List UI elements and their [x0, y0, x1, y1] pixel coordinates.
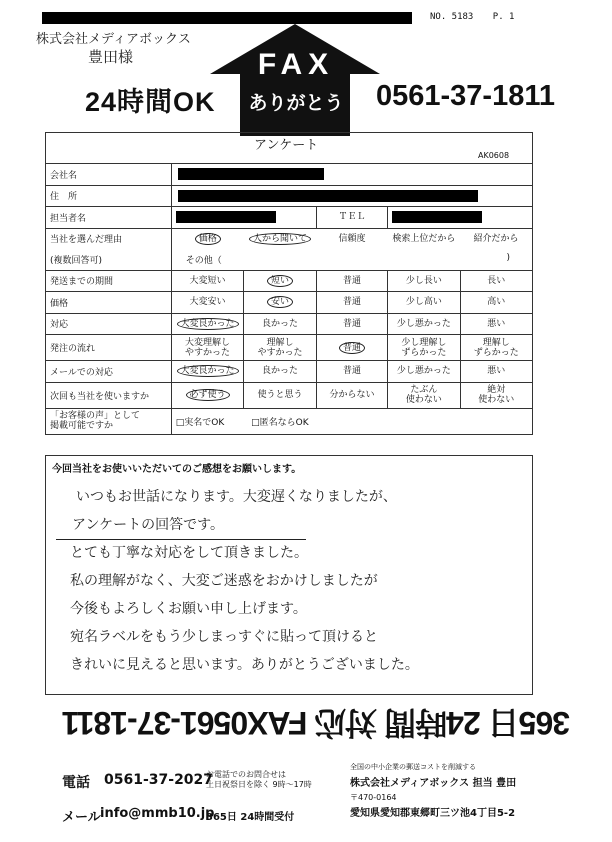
contact-value: [171, 207, 316, 229]
mail-option: 良かった: [244, 361, 316, 383]
reason-other-close: ): [506, 252, 510, 263]
comment-box: [45, 455, 533, 695]
table-row: [46, 185, 533, 207]
table-row: [46, 292, 533, 314]
service-label: 対応: [46, 313, 172, 335]
footer-mail-hours: 365日 24時間受付: [206, 812, 295, 823]
ship-option: 長い: [460, 270, 532, 292]
table-row: [46, 228, 533, 249]
fax-sequence: NO. 5183: [430, 12, 474, 22]
footer-company: 株式会社メディアボックス 担当 豊田: [350, 778, 517, 789]
table-row: [46, 408, 533, 434]
footer-address: 愛知県愛知郡東郷町三ツ池4丁目5-2: [350, 808, 516, 819]
ship-option: 大変短い: [171, 270, 243, 292]
address-label: 住 所: [46, 185, 172, 207]
footer-phone-label: 電話: [62, 775, 90, 791]
footer-phone: 0561-37-2027: [104, 772, 214, 788]
table-row: [46, 361, 533, 383]
underline-stroke: [56, 539, 306, 540]
survey-title: アンケート: [254, 138, 319, 153]
recipient-company: 株式会社メディアボックス: [36, 32, 191, 47]
table-row: [46, 313, 533, 335]
reason-option-referral: 人から聞いて: [244, 228, 316, 249]
tel-redaction: [392, 211, 482, 223]
survey-table: [45, 163, 533, 435]
table-row: [46, 270, 533, 292]
price-option: 少し高い: [388, 292, 460, 314]
ship-label: 発送までの期間: [46, 270, 172, 292]
service-option: 良かった: [244, 313, 316, 335]
ship-option-selected: 短い: [244, 270, 316, 292]
service-option-selected: 大変良かった: [171, 313, 243, 335]
flow-option: 理解し やすかった: [244, 335, 316, 361]
comment-line: とても丁寧な対応をして頂きました。: [70, 545, 308, 561]
reason-option-price: 価格: [171, 228, 243, 249]
flow-option: 大変理解し やすかった: [171, 335, 243, 361]
comment-line: 宛名ラベルをもう少しまっすぐに貼って頂けると: [70, 629, 378, 645]
address-value: [171, 185, 532, 207]
voice-label: 「お客様の声」として 掲載可能ですか: [46, 408, 172, 434]
service-option: 普通: [316, 313, 388, 335]
address-redaction: [178, 190, 478, 202]
banner-thanks: ありがとう: [248, 92, 344, 114]
flow-option-selected: 普通: [316, 335, 388, 361]
ship-option: 少し長い: [388, 270, 460, 292]
company-redaction: [178, 168, 324, 180]
mail-option: 悪い: [460, 361, 532, 383]
price-option-selected: 安い: [244, 292, 316, 314]
contact-label: 担当者名: [46, 207, 172, 229]
footer-tagline: 全国の中小企業の郵送コストを削減する: [350, 763, 476, 771]
mail-option: 少し悪かった: [388, 361, 460, 383]
table-row: [46, 164, 533, 186]
next-option-selected: 必ず使う: [171, 382, 243, 408]
price-option: 普通: [316, 292, 388, 314]
survey-code: AK0608: [478, 151, 510, 160]
comment-heading: 今回当社をお使いいただいてのご感想をお願いします。: [52, 464, 302, 475]
banner-24h: 24時間OK: [85, 87, 216, 117]
service-option: 悪い: [460, 313, 532, 335]
footer-mail: info@mmb10.jp: [100, 806, 215, 821]
company-value: [171, 164, 532, 186]
reason-subtitle: (複数回答可): [50, 256, 103, 266]
reason-title: 当社を選んだ理由: [50, 235, 123, 245]
price-label: 価格: [46, 292, 172, 314]
flow-option: 理解し ずらかった: [460, 335, 532, 361]
table-row: [46, 382, 533, 408]
banner-fax-number: 0561-37-1811: [376, 80, 555, 112]
comment-line: きれいに見えると思います。ありがとうございました。: [70, 657, 419, 673]
comment-line: いつもお世話になります。大変遅くなりましたが、: [76, 489, 397, 505]
reason-other: [171, 249, 532, 270]
next-option: 分からない: [316, 382, 388, 408]
next-option: 絶対 使わない: [460, 382, 532, 408]
comment-line: 今後もよろしくお願い申し上げます。: [70, 601, 307, 617]
reason-option-search: 検索上位だから: [388, 228, 460, 249]
tel-label: ＴＥＬ: [316, 207, 388, 229]
next-option: たぶん 使わない: [388, 382, 460, 408]
reason-other-label: その他（: [185, 255, 222, 266]
table-row: [46, 207, 533, 229]
next-label: 次回も当社を使いますか: [46, 382, 172, 408]
recipient-person: 豊田様: [88, 48, 134, 66]
reason-option-introduction: 紹介だから: [460, 228, 532, 249]
fax-header-redaction: [42, 12, 412, 24]
flow-label: 発注の流れ: [46, 335, 172, 361]
footer-zip: 〒470-0164: [350, 793, 397, 802]
voice-option-anonymous: □匿名ならOK: [251, 417, 309, 428]
reason-label: [46, 228, 172, 270]
fax-page: P. 1: [492, 12, 515, 22]
ship-option: 普通: [316, 270, 388, 292]
price-option: 高い: [460, 292, 532, 314]
service-option: 少し悪かった: [388, 313, 460, 335]
next-option: 使うと思う: [244, 382, 316, 408]
flow-option: 少し理解し ずらかった: [388, 335, 460, 361]
table-row: [46, 335, 533, 361]
comment-line: 私の理解がなく、大変ご迷惑をおかけしましたが: [70, 573, 378, 589]
voice-option-realname: □実名でOK: [175, 417, 225, 428]
footer-mail-label: メール: [62, 810, 101, 825]
price-option: 大変安い: [171, 292, 243, 314]
mail-option: 普通: [316, 361, 388, 383]
banner-fax: FAX: [257, 48, 335, 81]
company-label: 会社名: [46, 164, 172, 186]
fax-number-stamp: [430, 12, 514, 22]
mail-option-selected: 大変良かった: [171, 361, 243, 383]
footer-inquiry-note: お電話でのお問合せは 土日祝祭日を除く 9時〜17時: [206, 770, 312, 789]
reason-option-trust: 信頼度: [316, 228, 388, 249]
contact-redaction: [176, 211, 276, 223]
mail-label: メールでの対応: [46, 361, 172, 383]
footer-mirrored-banner: 365日 24時間 対応 FAX0561-37-1811: [62, 705, 570, 741]
comment-line: アンケートの回答です。: [72, 517, 225, 533]
tel-value: [388, 207, 533, 229]
voice-options: [171, 408, 532, 434]
